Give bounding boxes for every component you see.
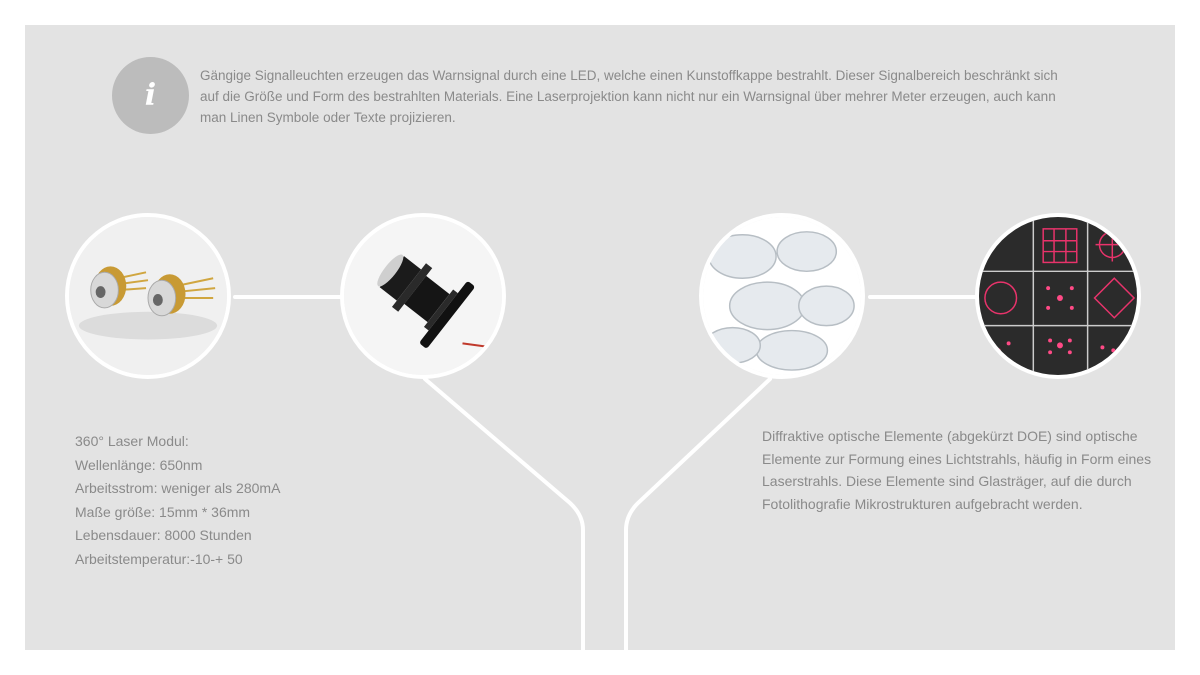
connector-right-stem xyxy=(626,379,770,650)
laser-module-specs xyxy=(75,430,280,571)
spec-item: 360° Laser Modul: xyxy=(75,433,189,449)
spec-item: Lebensdauer: 8000 Stunden xyxy=(75,527,252,543)
photo-projection-patterns xyxy=(975,213,1141,379)
photo-laser-module xyxy=(340,213,506,379)
projection-pattern-icon xyxy=(979,217,1137,375)
glass-lens-icon xyxy=(703,217,861,375)
laser-diode-icon xyxy=(69,217,227,375)
connector-left-stem xyxy=(425,379,583,650)
info-panel xyxy=(25,25,1175,650)
spec-item: Arbeitsstrom: weniger als 280mA xyxy=(75,480,281,496)
spec-item: Maße größe: 15mm * 36mm xyxy=(75,503,251,520)
spec-item: Arbeitstemperatur:-10-+ 50 xyxy=(75,550,243,567)
laser-module-icon xyxy=(344,217,502,375)
doe-description: Diffraktive optische Elemente (abgekürzt DOE) sind optische Elemente zur Formung eines Lichtstrahls, häufig in Form eines Laserstrahls. Diese Elemente sind Glasträger, auf die durch Fotolithografie Mikrostrukturen aufgebracht werden. xyxy=(762,428,1152,512)
photo-glass-lenses xyxy=(699,213,865,379)
spec-item: Wellenlänge: 650nm xyxy=(75,456,203,473)
info-icon xyxy=(112,57,189,134)
info-icon-label: i xyxy=(144,78,157,113)
photo-laser-diodes xyxy=(65,213,231,379)
intro-text: Gängige Signalleuchten erzeugen das Warnsignal durch eine LED, welche einen Kunstoffkappe bestrahlt. Dieser Signalbereich beschränkt sich auf die Größe und Form des bestrahlten Materials. Eine Laserprojektion kann nicht nur ein Warnsignal über mehrer Meter erzeugen, auch kann man Linen Symbole oder Texte projizieren. xyxy=(200,68,1058,125)
